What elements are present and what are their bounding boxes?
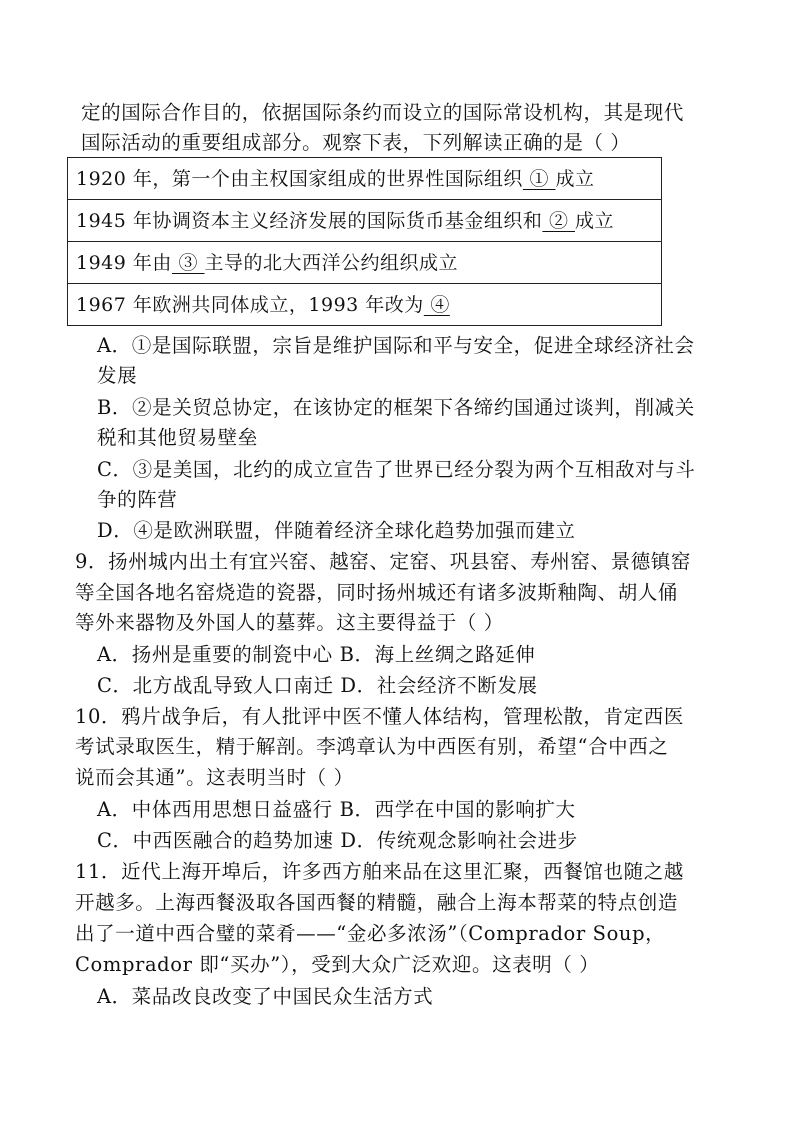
question-11-line-3: 出了一道中西合璧的菜肴——“金必多浓汤”（Comprador Soup， (75, 922, 666, 945)
intro-line-1: 定的国际合作目的，依据国际条约而设立的国际常设机构，其是现代 (81, 101, 685, 124)
question-11-option-a: A．菜品改良改变了中国民众生活方式 (97, 985, 434, 1008)
blank-2: ② (542, 210, 575, 232)
blank-3: ③ (171, 252, 205, 274)
row-text-end: 主导的北大西洋公约组织成立 (204, 252, 459, 274)
question-9-line-3: 等外来器物及外国人的墓葬。这主要得益于（ ） (75, 611, 504, 634)
row-text: 1945 年协调资本主义经济发展的国际货币基金组织和 (76, 210, 543, 232)
table-row (68, 158, 661, 200)
blank-1: ① (522, 168, 556, 190)
table-row (68, 284, 661, 325)
option-b-line-2: 税和其他贸易壁垒 (97, 426, 258, 449)
table-cell (76, 208, 614, 234)
option-d-line: D．④是欧洲联盟，伴随着经济全球化趋势加强而建立 (97, 519, 576, 542)
question-9-options-2: C．北方战乱导致人口南迁 D．社会经济不断发展 (97, 674, 538, 697)
question-11-line-2: 开越多。上海西餐汲取各国西餐的精髓，融合上海本帮菜的特点创造 (75, 891, 679, 914)
question-9-line-2: 等全国各地名窑烧造的瓷器，同时扬州城还有诸多波斯釉陶、胡人俑 (75, 581, 679, 604)
question-11-line-4: Comprador 即“买办”），受到大众广泛欢迎。这表明（ ） (75, 953, 600, 976)
question-10-options-2: C．中西医融合的趋势加速 D．传统观念影响社会进步 (97, 829, 578, 852)
option-a-line-1: A．①是国际联盟，宗旨是维护国际和平与安全，促进全球经济社会 (97, 334, 695, 357)
table-row (68, 242, 661, 284)
table-cell (76, 292, 450, 318)
organization-table (67, 157, 662, 326)
question-11-line-1: 11．近代上海开埠后，许多西方舶来品在这里汇聚，西餐馆也随之越 (75, 860, 684, 883)
row-text-end: 成立 (555, 168, 595, 190)
blank-4: ④ (423, 294, 450, 316)
question-10-line-1: 10．鸦片战争后，有人批评中医不懂人体结构，管理松散，肯定西医 (75, 705, 684, 728)
row-text: 1967 年欧洲共同体成立，1993 年改为 (76, 294, 424, 316)
table-cell (76, 250, 458, 276)
table-cell (76, 166, 595, 192)
question-10-options-1: A．中体西用思想日益盛行 B．西学在中国的影响扩大 (97, 798, 576, 821)
option-c-line-2: 争的阵营 (97, 488, 178, 511)
row-text-end: 成立 (575, 210, 615, 232)
question-10-line-2: 考试录取医生，精于解剖。李鸿章认为中西医有别，希望“合中西之 (75, 735, 669, 758)
row-text: 1949 年由 (76, 252, 172, 274)
question-10-line-3: 说而会其通”。这表明当时（ ） (75, 766, 354, 789)
row-text: 1920 年，第一个由主权国家组成的世界性国际组织 (76, 168, 523, 190)
option-a-line-2: 发展 (97, 364, 138, 387)
option-c-line-1: C．③是美国，北约的成立宣告了世界已经分裂为两个互相敌对与斗 (97, 458, 696, 481)
intro-line-2: 国际活动的重要组成部分。观察下表，下列解读正确的是（ ） (81, 131, 631, 154)
table-row (68, 200, 661, 242)
option-b-line-1: B．②是关贸总协定，在该协定的框架下各缔约国通过谈判，削减关 (97, 396, 695, 419)
question-9-options-1: A．扬州是重要的制瓷中心 B．海上丝绸之路延伸 (97, 643, 536, 666)
question-9-line-1: 9．扬州城内出土有宜兴窑、越窑、定窑、巩县窑、寿州窑、景德镇窑 (75, 550, 692, 573)
